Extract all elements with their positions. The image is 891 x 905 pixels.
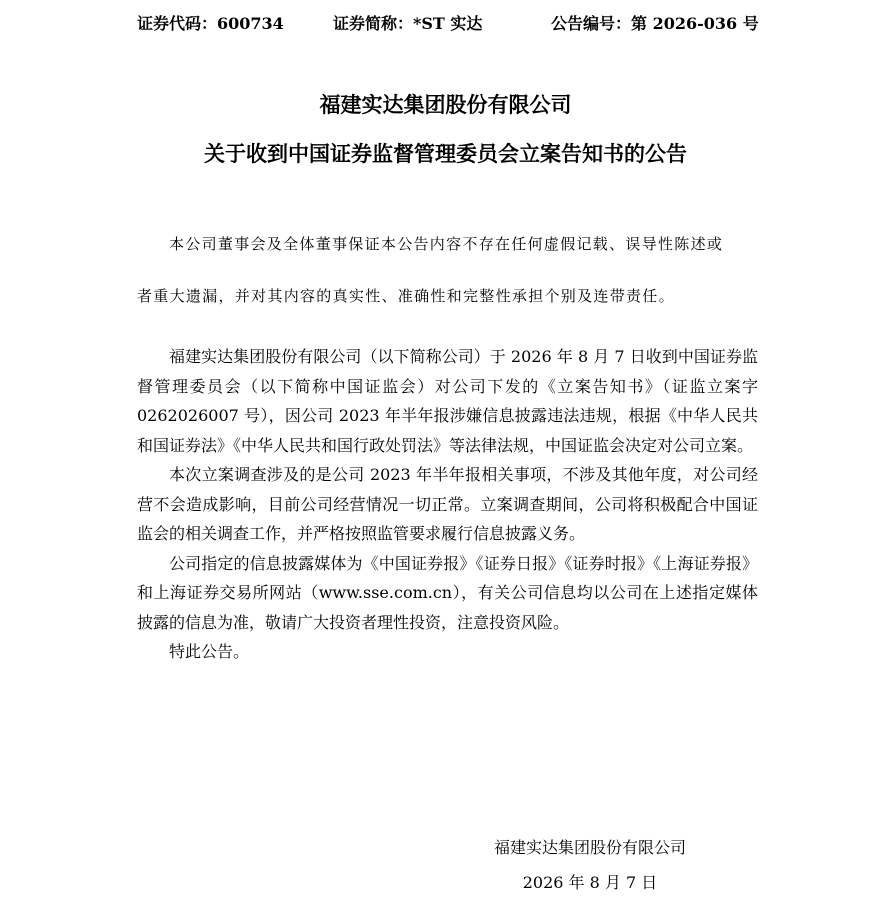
disclaimer-line-2: 者重大遗漏，并对其内容的真实性、准确性和完整性承担个别及连带责任。 bbox=[137, 287, 675, 305]
body-paragraph-filing-notice: 福建实达集团股份有限公司（以下简称公司）于 2026 年 8 月 7 日收到中国证券监督管理委员会（以下简称中国证监会）对公司下发的《立案告知书》（证监立案字 0262026007 号），因公司 2023 年半年报涉嫌信息披露违法违规，根据《中华人民共和国证券法》《中华人民共和国行政处罚法》等法律法规，中国证监会决定对公司立案。 bbox=[137, 347, 758, 455]
body-paragraph-closing: 特此公告。 bbox=[169, 642, 250, 661]
body-paragraph-media: 公司指定的信息披露媒体为《中国证券报》《证券日报》《证券时报》《上海证券报》和上海证券交易所网站（www.sse.com.cn），有关公司信息均以公司在上述指定媒体披露的信息为准，敬请广大投资者理性投资，注意投资风险。 bbox=[137, 553, 758, 632]
securities-code: 证券代码：600734 bbox=[137, 14, 284, 33]
announcement-body bbox=[137, 342, 758, 667]
board-disclaimer bbox=[137, 230, 757, 310]
securities-abbreviation: 证券简称：*ST 实达 bbox=[333, 14, 483, 33]
body-paragraph-impact: 本次立案调查涉及的是公司 2023 年半年报相关事项，不涉及其他年度，对公司经营不会造成影响，目前公司经营情况一切正常。立案调查期间，公司将积极配合中国证监会的相关调查工作，并严格按照监管要求履行信息披露义务。 bbox=[137, 465, 758, 543]
signature-company: 福建实达集团股份有限公司 bbox=[493, 838, 686, 857]
document-header bbox=[137, 12, 762, 36]
title-subject: 关于收到中国证券监督管理委员会立案告知书的公告 bbox=[204, 141, 687, 166]
notice-number: 公告编号：第 2026-036 号 bbox=[551, 14, 759, 33]
disclaimer-line-1: 本公司董事会及全体董事保证本公告内容不存在任何虚假记载、误导性陈述或 bbox=[169, 235, 724, 253]
signature-date: 2026 年 8 月 7 日 bbox=[522, 873, 658, 892]
title-company: 福建实达集团股份有限公司 bbox=[319, 92, 572, 117]
